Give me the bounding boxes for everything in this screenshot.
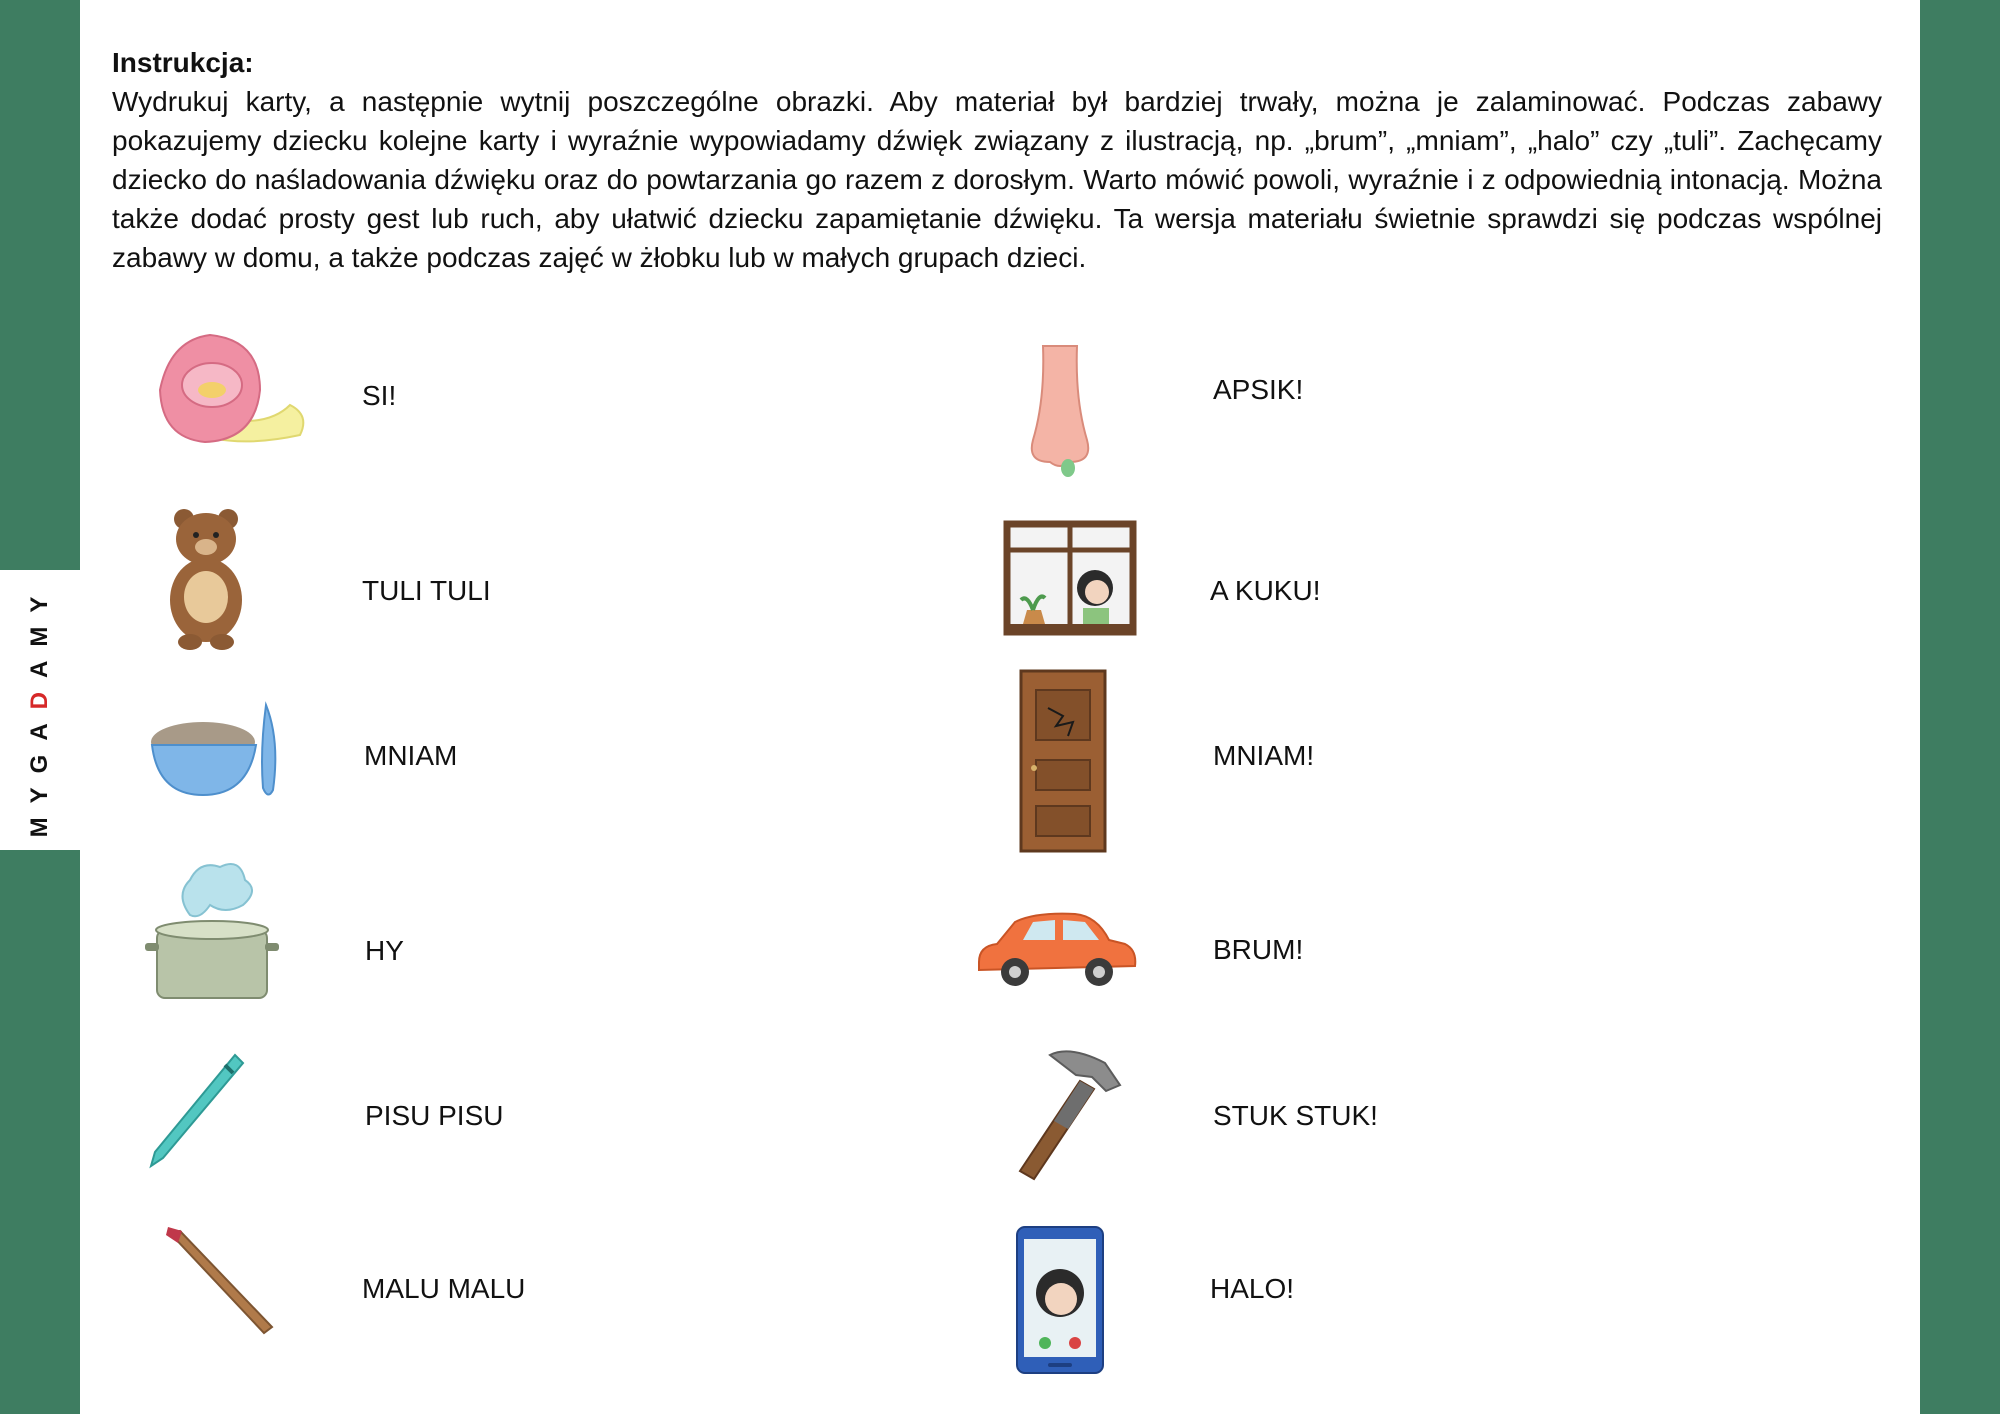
card-paintbrush[interactable]: [160, 1225, 610, 1335]
card-label: HY: [365, 935, 404, 966]
card-porridge-bowl[interactable]: [148, 700, 598, 810]
card-door[interactable]: [1018, 668, 1478, 853]
card-label: SI!: [362, 380, 397, 411]
nose-icon: [1025, 340, 1095, 480]
card-label: MALU MALU: [362, 1273, 526, 1304]
right-side-band: [1920, 0, 2000, 1414]
card-teddy-bear[interactable]: [150, 505, 600, 655]
card-phone[interactable]: [1015, 1225, 1485, 1375]
card-nose[interactable]: [1025, 340, 1475, 480]
teddy-bear-icon: [156, 505, 256, 655]
porridge-bowl-icon: [148, 700, 298, 810]
hammer-icon: [1010, 1045, 1130, 1185]
card-steaming-pot[interactable]: [145, 855, 595, 1005]
pen-icon: [145, 1050, 245, 1170]
card-label: TULI TULI: [362, 575, 491, 606]
instruction-body: Wydrukuj karty, a następnie wytnij poszczególne obrazki. Aby materiał był bardziej trwały, można je zalaminować. Podczas zabawy pokazujemy dziecku kolejne karty i wyraźnie wypowiadamy dźwięk związany z ilustracją, np. „brum”, „mniam”, „halo” czy „tuli”. Zachęcamy dziecko do naśladowania dźwięku oraz do powtarzania go razem z dorosłym. Warto mówić powoli, wyraźnie i z odpowiednią intonacją. Można także dodać prosty gest lub ruch, aby ułatwić dziecku zapamiętanie dźwięku. Ta wersja materiału świetnie sprawdzi się podczas wspólnej zabawy w domu, a także podczas zajęć w żłobku lub w małych grupach dzieci.: [112, 86, 1882, 273]
card-hammer[interactable]: [1010, 1045, 1480, 1185]
phone-icon: [1015, 1225, 1105, 1375]
window-peekaboo-icon: [1003, 520, 1137, 638]
card-label: HALO!: [1210, 1273, 1295, 1304]
paintbrush-icon: [160, 1225, 280, 1335]
card-label: MNIAM: [364, 740, 458, 771]
card-car[interactable]: [975, 910, 1475, 990]
card-label: APSIK!: [1213, 374, 1304, 405]
card-label: PISU PISU: [365, 1100, 504, 1131]
card-pen[interactable]: [145, 1050, 595, 1170]
steaming-pot-icon: [145, 855, 285, 1005]
instruction-title: Instrukcja:: [112, 47, 254, 78]
brand-logo: [0, 570, 80, 850]
brand-logo-text: MYGADAMY: [26, 582, 53, 838]
card-label: MNIAM!: [1213, 740, 1315, 771]
card-potty[interactable]: [150, 330, 600, 460]
potty-icon: [150, 330, 310, 460]
instruction-block: [112, 44, 1882, 277]
card-label: BRUM!: [1213, 934, 1304, 965]
door-icon: [1018, 668, 1108, 853]
card-label: A KUKU!: [1210, 575, 1321, 606]
card-window-peekaboo[interactable]: [1003, 520, 1463, 640]
car-icon: [975, 910, 1139, 990]
card-label: STUK STUK!: [1213, 1100, 1378, 1131]
